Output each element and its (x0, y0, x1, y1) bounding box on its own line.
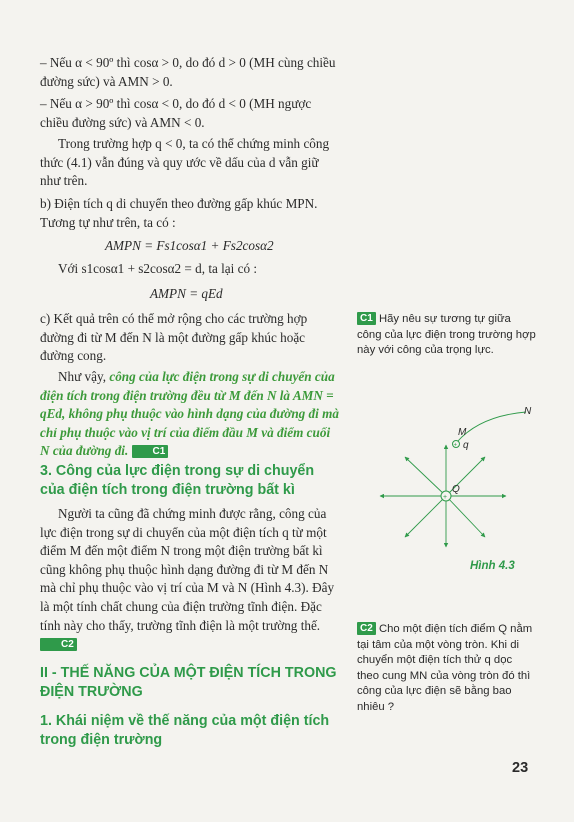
sidebar-c2-text: Cho một điện tích điểm Q nằm tại tâm của một vòng tròn. Khi di chuyển một điện tích thử q dọc theo cung MN của vòng tròn đó thì công của lực điện sẽ bằng bao nhiêu ? (357, 623, 533, 713)
field-lines (380, 412, 526, 547)
figure-caption: Hình 4.3 (470, 560, 515, 572)
svg-text:+: + (453, 442, 458, 449)
paragraph-broken-path: b) Điện tích q di chuyển theo đường gấp khúc MPN. Tương tự như trên, ta có : (40, 196, 318, 230)
label-M: M (458, 427, 467, 438)
sidebar-c1 (357, 312, 537, 359)
paragraph-case-acute: – Nếu α < 90º thì cosα > 0, do đó d > 0 (MH cùng chiều đường sức) và AMN > 0. (40, 55, 336, 89)
paragraph-extension: c) Kết quả trên có thể mở rộng cho các trường hợp đường đi từ M đến N là một đường gấp khúc hoặc đường cong. (40, 311, 308, 364)
paragraph-case-obtuse: – Nếu α > 90º thì cosα < 0, do đó d < 0 (MH ngược chiều đường sức) và AMN < 0. (40, 96, 312, 130)
equation-ampn-qed: AMPN = qEd (150, 286, 223, 301)
paragraph-negative-charge: Trong trường hợp q < 0, ta có thể chứng minh công thức (4.1) vẫn đúng và quy ước về dấu của d vẫn giữ như trên. (40, 136, 330, 189)
svg-text:+: + (443, 494, 448, 501)
equation-ampn-sum: AMPN = Fs1cosα1 + Fs2cosα2 (105, 238, 274, 253)
badge-c2-inline: C2 (40, 638, 77, 651)
page-number: 23 (512, 760, 529, 776)
heading-section-II: II - THẾ NĂNG CỦA MỘT ĐIỆN TÍCH TRONG ĐIỆN TRƯỜNG (40, 665, 337, 700)
badge-c2-sidebar: C2 (357, 622, 376, 635)
path-m-to-n (457, 412, 526, 442)
paragraph-general-field: Người ta cũng đã chứng minh được rằng, công của lực điện trong sự di chuyển của một điện tích q từ một điểm M đến một điểm N trong một điện trường bất kì cũng không phụ thuộc hình dạng đường đi từ M đến N mà chỉ phụ thuộc vào vị trí của M và N (Hình 4.3). Đây là một tính chất chung của điện trường tĩnh điện. Đặc tính này cho thấy, trường tĩnh điện là một trường thế. C2 (40, 506, 335, 651)
conclusion-lead: Như vậy, (58, 369, 110, 384)
heading-subsection-1: 1. Khái niệm về thế năng của một điện tích trong điện trường (40, 713, 330, 748)
heading-section-3: 3. Công của lực điện trong sự di chuyển của điện tích trong điện trường bất kì (40, 463, 315, 498)
paragraph-conclusion (40, 368, 340, 461)
conclusion-emphasis: công của lực điện trong sự di chuyển của điện tích trong điện trường đều từ M đến N là AMN = qEd, không phụ thuộc vào hình dạng của đường đi mà chỉ phụ thuộc vào vị trí của điểm đầu M và điểm cuối N của đường đi. (40, 369, 339, 459)
field-line-downleft (405, 496, 446, 537)
label-q: q (463, 440, 469, 451)
badge-c1-inline: C1 (132, 445, 169, 458)
paragraph-substitution: Với s1cosα1 + s2cosα2 = d, ta lại có : (58, 261, 258, 276)
sidebar-c1-text: Hãy nêu sự tương tự giữa công của lực điện trong trường hợp này với công của trọng lực. (357, 313, 536, 356)
label-Q: Q (452, 484, 460, 495)
sidebar-c2 (357, 622, 537, 715)
label-N: N (524, 406, 532, 417)
field-line-downright (446, 496, 485, 537)
figure-4-3 (360, 400, 540, 550)
field-line-upleft (405, 457, 446, 496)
badge-c1-sidebar: C1 (357, 312, 376, 325)
